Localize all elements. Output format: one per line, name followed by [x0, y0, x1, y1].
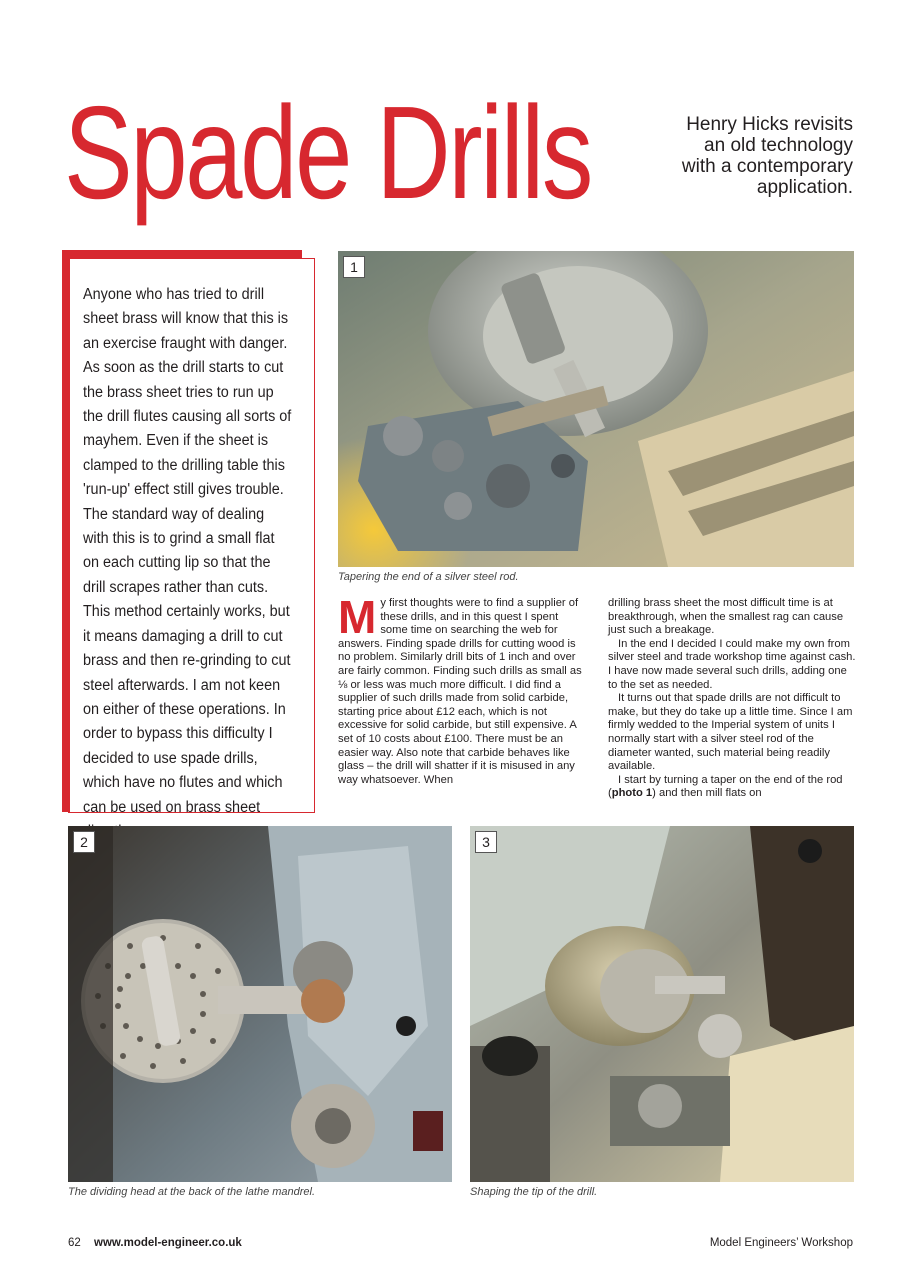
photo-3: [470, 826, 854, 1182]
standfirst-line: application.: [756, 177, 853, 198]
photo-2: [68, 826, 452, 1182]
footer-magazine-name: Model Engineers’ Workshop: [709, 1237, 853, 1249]
drop-cap: M: [338, 591, 377, 643]
body-column-1: [338, 591, 588, 787]
intro-sidebar-box: [68, 258, 315, 816]
photo-number-label: 2: [73, 831, 95, 853]
body-paragraph: I start by turning a taper on the end of the rod (photo 1) and then mill flats on: [608, 773, 843, 800]
photo-1: [338, 251, 854, 567]
photo-3-image: [470, 826, 854, 1182]
body-column-2: [608, 597, 856, 801]
body-paragraph: It turns out that spade drills are not difficult to make, but they do take up a little time. Since I am firmly wedded to the Imperial system of units I normally start with a silver steel rod of the diameter wanted, such material being readily available.: [608, 692, 853, 773]
photo-1-image: [338, 251, 854, 567]
photo-number-label: 3: [475, 831, 497, 853]
standfirst: [623, 114, 853, 198]
body-paragraph: In the end I decided I could make my own from silver steel and trade workshop time against cash. I have now made several such drills, adding one to the set as needed.: [608, 637, 856, 691]
photo-3-caption: Shaping the tip of the drill.: [470, 1186, 598, 1198]
page-number: 62: [68, 1237, 81, 1249]
photo-2-image: [68, 826, 452, 1182]
photo-1-caption: Tapering the end of a silver steel rod.: [338, 571, 519, 583]
footer-left: [68, 1237, 242, 1249]
footer-url-link[interactable]: www.model-engineer.co.uk: [94, 1237, 242, 1249]
standfirst-line: an old technology: [704, 135, 853, 156]
intro-sidebar-text: Anyone who has tried to drill sheet brass will know that this is an exercise fraught with danger. As soon as the drill starts to cut the brass sheet tries to run up the drill flutes causing all sorts of mayhem. Even if the sheet is clamped to the drilling table this 'run-up' effect still gives trouble. The standard way of dealing with this is to grind a small flat on each cutting lip so that the drill scrapes rather than cuts. This method certainly works, but it means damaging a drill to cut brass and then re-grinding to cut steel afterwards. I am not keen on either of these operations. In order to bypass this difficulty I decided to use spade drills, which have no flutes and which can be used on brass sheet: [83, 286, 292, 816]
photo-number-label: 1: [343, 256, 365, 278]
body-paragraph: drilling brass sheet the most difficult time is at breakthrough, when the smallest rag can cause just such a breakage.: [608, 597, 844, 637]
photo-reference: photo 1: [611, 787, 653, 800]
standfirst-line: with a contemporary: [681, 156, 853, 177]
body-paragraph: y first thoughts were to find a supplier of these drills, and in this quest I spent some time on searching the web for answers. Finding spade drills for cutting wood is no problem. Similarly drill bits of 1 inch and over are fairly common. Finding such drills as small as ⅛ or less was much more difficult. I did find a supplier of such drills made from solid carbide, starting price about £12 each, which is not excessive for solid carbide, but still expensive. A set of 10 costs about £100. There must be an easier way. Also note that carbide behaves like glass – the drill will shatter if it is misused in any way whatsoever. When: [338, 597, 582, 786]
photo-2-caption: The dividing head at the back of the lathe mandrel.: [68, 1186, 316, 1198]
article-title: Spade Drills: [64, 79, 591, 226]
standfirst-line: Henry Hicks revisits: [686, 114, 853, 135]
